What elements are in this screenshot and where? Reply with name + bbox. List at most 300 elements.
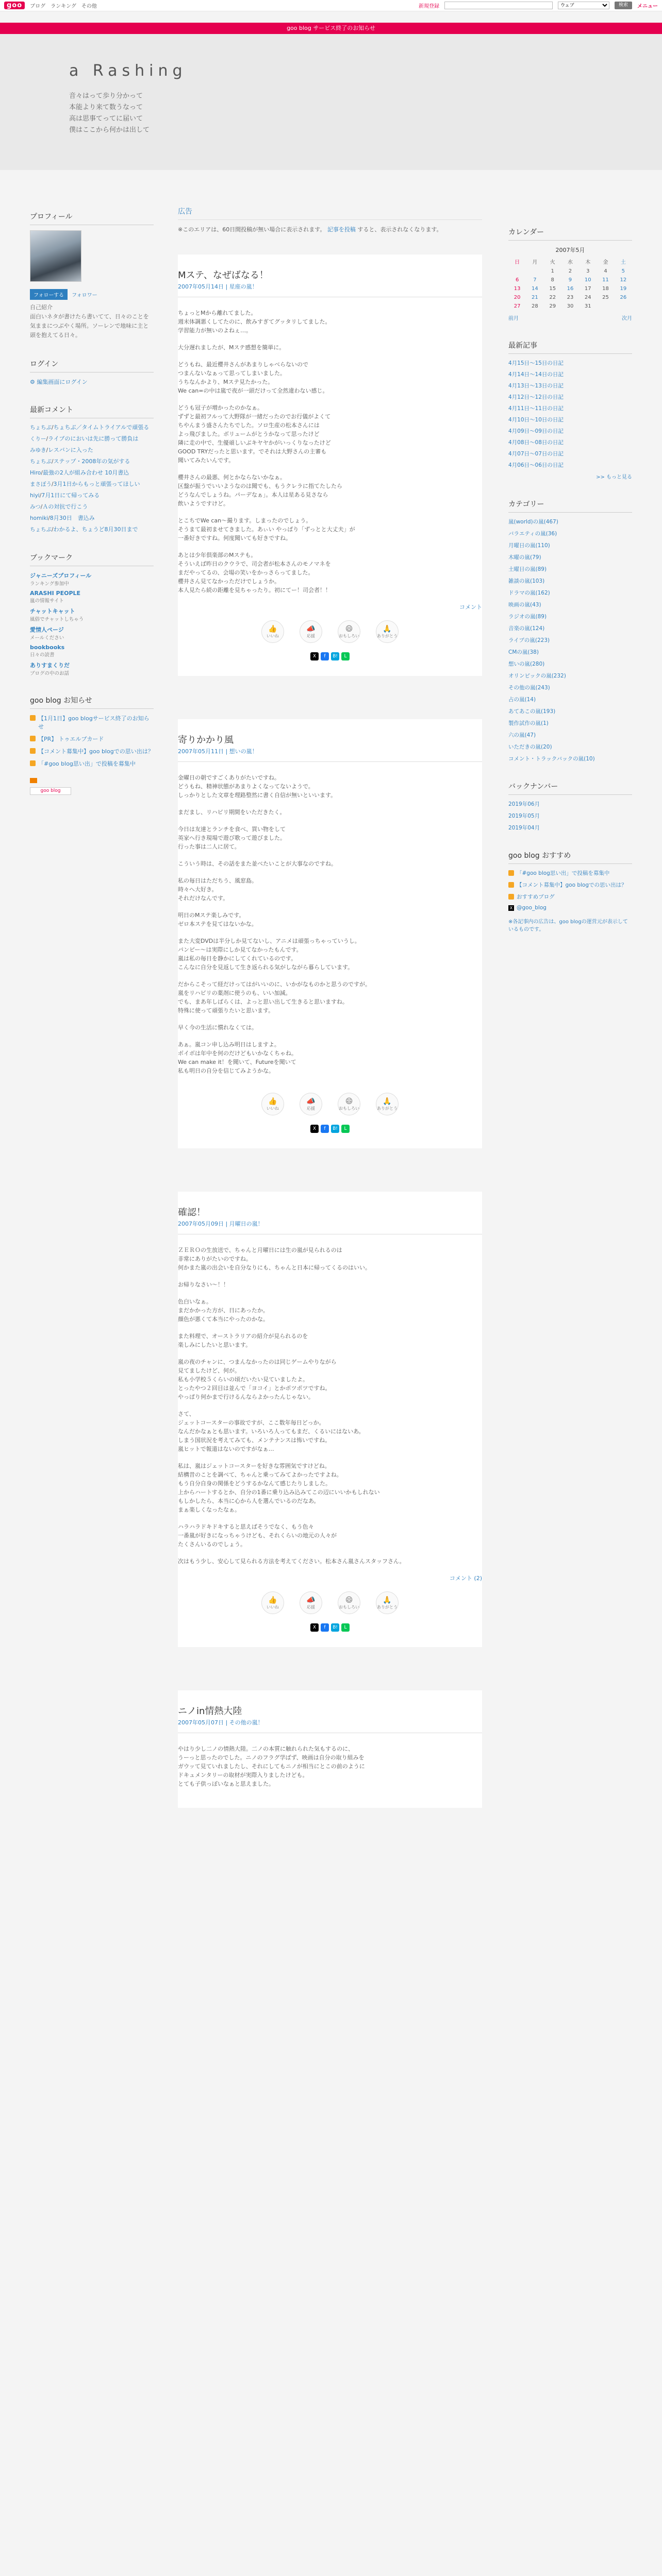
reaction-button[interactable] bbox=[300, 1591, 322, 1614]
share-hatena-button[interactable]: B! bbox=[331, 652, 339, 660]
entry-body bbox=[178, 1246, 482, 1566]
calendar-day: 18 bbox=[602, 286, 609, 292]
reaction-label: ありがとう bbox=[377, 1106, 398, 1111]
entry-article bbox=[178, 1192, 482, 1647]
calendar-table bbox=[508, 256, 632, 311]
reaction-label: 応援 bbox=[307, 1604, 315, 1609]
recent-entry-link[interactable]: 4月09日〜09日の日記 bbox=[508, 428, 564, 434]
category-link[interactable]: 木曜の嵐(79) bbox=[508, 554, 541, 561]
bookmarks-heading: ブックマーク bbox=[30, 552, 154, 566]
entry-article bbox=[178, 1690, 482, 1808]
calendar-day: 8 bbox=[551, 277, 554, 283]
more-entries-link[interactable]: >> もっと見る bbox=[596, 474, 632, 480]
calendar-day: 19 bbox=[620, 286, 627, 292]
profile-description: 面白いネタが書けたら書いてて、日々のことを気ままにつぶやく場所。ソーレンで地味に主と頭を抱えてる日々。 bbox=[30, 313, 149, 338]
goo-news-icon bbox=[30, 715, 36, 721]
calendar-day bbox=[508, 267, 526, 276]
recent-entries-section bbox=[508, 340, 632, 480]
entry-separator bbox=[178, 1148, 482, 1192]
search-input[interactable] bbox=[444, 2, 553, 9]
goo-news-item[interactable] bbox=[30, 714, 154, 731]
category-link[interactable]: 映画の嵐(43) bbox=[508, 602, 541, 608]
goo-recommend-list bbox=[508, 869, 632, 901]
reaction-label: おもしろい bbox=[339, 1604, 359, 1609]
login-link[interactable]: ⚙ 編集画面にログイン bbox=[30, 379, 88, 385]
backnumber-list bbox=[508, 800, 632, 832]
calendar-day: 15 bbox=[549, 286, 556, 292]
category-link[interactable]: ライブの嵐(223) bbox=[508, 637, 550, 643]
reaction-button[interactable] bbox=[300, 620, 322, 643]
reaction-icon: 🙏 bbox=[383, 1097, 392, 1106]
entry-separator bbox=[178, 676, 482, 719]
comment-author[interactable]: hiyi bbox=[30, 493, 40, 499]
goo-news-item[interactable] bbox=[30, 747, 154, 755]
calendar-weekday-row bbox=[508, 256, 632, 267]
calendar-day: 29 bbox=[549, 303, 556, 309]
nav-link-blog[interactable]: ブログ bbox=[30, 4, 46, 9]
goo-recommend-icon bbox=[508, 894, 514, 900]
comment-author[interactable]: ちょちぶ bbox=[30, 527, 52, 533]
top-bar bbox=[0, 0, 662, 11]
calendar-section bbox=[508, 227, 632, 321]
share-facebook-button[interactable]: f bbox=[321, 1125, 329, 1133]
reaction-button[interactable] bbox=[261, 1093, 284, 1115]
recent-entry-link[interactable]: 4月10日〜10日の日記 bbox=[508, 417, 564, 423]
recent-comment-item: hiyi/7月1日にて帰ってみる bbox=[30, 492, 100, 499]
entry-title[interactable]: 確認！ bbox=[178, 1207, 206, 1218]
rss-icon[interactable] bbox=[30, 778, 37, 783]
goo-recommend-icon bbox=[508, 882, 514, 888]
calendar-day: 3 bbox=[586, 268, 590, 274]
recent-comment-item: ちょちぶ/わかるよ、ちょうど8月30日まで bbox=[30, 526, 138, 533]
reaction-button[interactable] bbox=[376, 1591, 399, 1614]
calendar-day[interactable]: 11 bbox=[602, 277, 609, 283]
categories-section bbox=[508, 499, 632, 762]
calendar-day: 5 bbox=[621, 268, 625, 274]
bookmark-desc: 嵐の情報サイト bbox=[30, 598, 64, 604]
calendar-day: 30 bbox=[567, 303, 574, 309]
recent-comment-item: まさぼう/3月1日からもっと頑張ってほしい bbox=[30, 481, 140, 487]
bookmark-item bbox=[30, 607, 154, 622]
reaction-button[interactable] bbox=[338, 1093, 360, 1115]
recent-entry-link[interactable]: 4月14日〜14日の日記 bbox=[508, 371, 564, 378]
entry-paragraph: 金曜日の朝ですごくありがたいですね。 どうもね、精神状態があまりよくなってないようで。 しっかりとした文章を理路整然に書く自信が無いといいます。 bbox=[178, 774, 337, 799]
left-sidebar bbox=[30, 211, 154, 814]
login-section bbox=[30, 359, 154, 386]
share-facebook-button[interactable]: f bbox=[321, 1623, 329, 1632]
entry-paragraph: まだまし、リハビリ期間をいただきたく。 bbox=[178, 809, 286, 816]
goo-news-icon bbox=[30, 748, 36, 754]
entry-paragraph: ハラハラドキドキすると思えばそうでなく、もう色々 一番嵐が好きになっちゃうけども、それくらいの地元の人々が たくさんいるのでしょう。 bbox=[178, 1523, 337, 1548]
reaction-label: いいね bbox=[267, 1604, 279, 1609]
ad-text-part: ※このエリアは、60日間投稿が無い場合に表示されます。 bbox=[178, 226, 326, 233]
goo-recommend-link[interactable]: おすすめブログ bbox=[517, 894, 555, 900]
recent-entry-link[interactable]: 4月13日〜13日の日記 bbox=[508, 383, 564, 389]
search-scope-select[interactable] bbox=[558, 2, 609, 9]
reaction-label: ありがとう bbox=[377, 633, 398, 638]
goo-recommend-link[interactable]: 「#goo blog思い出」で投稿を募集中 bbox=[517, 870, 610, 876]
x-follow-label[interactable]: @goo_blog bbox=[517, 905, 547, 911]
entry-paragraph: 大分遅れましたが、Mステ感想を簡単に。 bbox=[178, 344, 285, 351]
comment-entry-link[interactable]: ライブのにおいは先に勝って勝負は bbox=[48, 435, 139, 442]
backnumber-link[interactable]: 2019年05月 bbox=[508, 813, 540, 819]
category-link[interactable]: 製作試作の嵐(1) bbox=[508, 720, 549, 726]
reaction-icon: 📣 bbox=[306, 1596, 316, 1604]
comment-author[interactable]: ちょちぶ bbox=[30, 425, 52, 431]
bookmark-item bbox=[30, 571, 154, 587]
entry-paragraph: ＺＥＲＯの生放送で、ちゃんと月曜日には生の嵐が見られるのは 非常にありがたいのですね。 何かまた嵐の出会いを自分なりにも、ちゃんと日本に帰ってくるのはいい。 bbox=[178, 1247, 371, 1271]
entry-paragraph: 次はもう少し、安心して見られる方法を考えてください。松本さん嵐さんスタッフさん。 bbox=[178, 1558, 405, 1565]
goo-news-section bbox=[30, 695, 154, 795]
calendar-day[interactable]: 16 bbox=[567, 286, 574, 292]
goo-recommend-item[interactable] bbox=[508, 893, 632, 901]
recent-comments-section bbox=[30, 404, 154, 534]
calendar-weekday: 土 bbox=[620, 260, 626, 265]
entry-paragraph: また大変DVDは半分しか見てないし、アニメは頑張っちゃっていうし。 パンピー〜は実際にしか見てなかったもんです。 嵐は私の毎日を静かにしてくれているのです。 こんなに自分を見返して生き返られる気がしながら暮らしています。 bbox=[178, 938, 360, 971]
entry-paragraph: ちょっとMから離れてました。 週末体調悪くしてたのに、飲みすぎてグッタリしてました。 学習能力が無いのよねぇ…。 bbox=[178, 310, 331, 334]
category-link[interactable]: 嵐(world)の嵐(467) bbox=[508, 519, 558, 525]
share-line-button[interactable]: L bbox=[341, 652, 350, 660]
calendar-weekday: 水 bbox=[567, 260, 573, 265]
calendar-nav bbox=[508, 314, 632, 321]
comment-link[interactable]: コメント bbox=[459, 604, 482, 611]
calendar-day: 20 bbox=[514, 295, 521, 300]
recent-entries-heading: 最新記事 bbox=[508, 340, 632, 354]
recent-entry-link[interactable]: 4月15日〜15日の日記 bbox=[508, 360, 564, 366]
comment-entry-link[interactable]: Ａの対抗で行こう bbox=[42, 503, 88, 510]
goo-recommend-heading: goo blog おすすめ bbox=[508, 850, 632, 864]
entry-article bbox=[178, 719, 482, 1148]
share-line-button[interactable]: L bbox=[341, 1125, 350, 1133]
share-buttons bbox=[178, 648, 482, 665]
tagline-line: 本能より来て数うなって bbox=[69, 104, 143, 111]
backnumber-link[interactable]: 2019年04月 bbox=[508, 825, 540, 831]
calendar-week bbox=[508, 276, 632, 284]
share-line-button[interactable]: L bbox=[341, 1623, 350, 1632]
entry-paragraph: 今日は友達とランチを食べ、買い物をして 英家へ行き現場で遊び歌って遊びました。 行った事は二人に居て。 bbox=[178, 826, 286, 850]
reaction-icon: 🙏 bbox=[383, 624, 392, 633]
goo-news-heading: goo blog お知らせ bbox=[30, 695, 154, 709]
recent-entry-link[interactable]: 4月07日〜07日の日記 bbox=[508, 451, 564, 457]
goo-recommend-icon bbox=[508, 870, 514, 876]
entry-paragraph: あとは少年倶楽部のMステも。 そういえば昨日のクウラで、司会者が松本さんのモノマネを まだやってるの、会場の笑いをかっさらってました。 櫻井さん見てなかっただけでしょうか。 本人見たら続の距離を見ちゃったり。初にてー！司会者！！ bbox=[178, 552, 331, 594]
recent-comment-item: ちょちぶ/ステップ・2008年の気がする bbox=[30, 458, 130, 465]
calendar-week bbox=[508, 284, 632, 293]
search-button[interactable]: 検索 bbox=[615, 2, 632, 9]
share-buttons bbox=[178, 1619, 482, 1636]
announcement-bar[interactable]: goo blog サービス終了のお知らせ bbox=[0, 23, 662, 34]
calendar-prev-link[interactable]: 前月 bbox=[508, 316, 519, 321]
entry-paragraph: 櫻井さんの最悪、何とかならないかなぁ。 区盤が振うでいいようなのは聞でも、もうクレラに指てたしたら どうなんでしょうね。パーデなぁ」。本人は星ある見さなら 飲いようですけど。 bbox=[178, 474, 342, 507]
entry-body bbox=[178, 1744, 482, 1788]
recent-entry-link[interactable]: 4月12日〜12日の日記 bbox=[508, 394, 564, 400]
category-link[interactable]: 想いの嵐(280) bbox=[508, 661, 545, 667]
categories-list bbox=[508, 518, 632, 762]
reaction-button[interactable] bbox=[338, 1591, 360, 1614]
share-hatena-button[interactable]: B! bbox=[331, 1623, 339, 1632]
entry-paragraph: 嵐の夜のチャンに、つまんなかったのは同じゲームやりながら 見てましたけど、何が。 私も小学校５くらいの頃だいたい見ていましたよ。 とったやつ２回目は並んで「ヨコイ」とかポツポツですね。 やっぱり何かまで行けるんならよかったんじゃない。 bbox=[178, 1359, 337, 1400]
reaction-icon: 😄 bbox=[345, 1097, 353, 1106]
calendar-day: 24 bbox=[584, 295, 591, 300]
entry-body bbox=[178, 309, 482, 595]
reaction-label: 応援 bbox=[307, 633, 315, 638]
ad-text bbox=[178, 225, 482, 234]
calendar-month: 2007年5月 bbox=[555, 247, 585, 253]
calendar-day: 2 bbox=[568, 268, 572, 274]
recent-entry-link[interactable]: 4月11日〜11日の日記 bbox=[508, 405, 564, 412]
goo-news-link[interactable]: 【コメント募集中】goo blogでの思い出は？ bbox=[38, 748, 154, 755]
calendar-day bbox=[526, 267, 543, 276]
entry-date[interactable]: 2007年05月07日 | その他の嵐！ bbox=[178, 1718, 482, 1733]
entry-paragraph: さて、 ジェットコースターの事故ですが、ここ数年毎日どっか。 なんだかなぁとも思います。いろいろ人ってもまだ、くるいにはないあ。 しまう国状況を考えてみても、メンテナンスは怖いですね。 嵐ヒットで報道はないのですがなぁ… bbox=[178, 1411, 365, 1452]
calendar-day: 28 bbox=[532, 303, 538, 309]
bookmark-desc: ランキング参加中 bbox=[30, 581, 69, 587]
reaction-icon: 🙏 bbox=[383, 1596, 392, 1604]
profile-avatar[interactable] bbox=[30, 230, 81, 282]
category-link[interactable]: いただきの嵐(20) bbox=[508, 744, 552, 750]
bookmark-item bbox=[30, 590, 154, 604]
calendar-week bbox=[508, 293, 632, 302]
goo-recommend-item[interactable] bbox=[508, 881, 632, 889]
main-column bbox=[178, 206, 482, 1808]
share-buttons bbox=[178, 1121, 482, 1137]
calendar-week bbox=[508, 302, 632, 311]
entry-title[interactable]: 寄りかかり風 bbox=[178, 735, 234, 745]
goo-news-link[interactable]: 【PR】 トゥエルブカード bbox=[38, 736, 104, 742]
ad-text-part: すると、表示されなくなります。 bbox=[357, 226, 442, 233]
entry-separator bbox=[178, 1647, 482, 1690]
entry-paragraph: お帰りなさい〜！！ bbox=[178, 1281, 229, 1288]
recent-entry-link[interactable]: 4月06日〜06日の日記 bbox=[508, 462, 564, 468]
entry-paragraph: 早く今の生活に慣れなくては。 bbox=[178, 1024, 257, 1031]
calendar-day: 27 bbox=[514, 303, 521, 309]
category-link[interactable]: コメント・トラックバックの嵐(10) bbox=[508, 756, 595, 762]
goo-logo[interactable]: goo bbox=[4, 2, 25, 9]
calendar-day: 22 bbox=[549, 295, 556, 300]
bookmarks-section bbox=[30, 552, 154, 676]
share-x-button[interactable]: X bbox=[310, 1125, 319, 1133]
entry-title[interactable]: Mステ、なぜばなる！ bbox=[178, 270, 269, 281]
follower-count[interactable]: フォロワー bbox=[72, 293, 97, 298]
calendar-day: 31 bbox=[584, 303, 591, 309]
category-link[interactable]: 雑談の嵐(103) bbox=[508, 578, 545, 584]
reaction-button[interactable] bbox=[376, 620, 399, 643]
comment-entry-link[interactable]: わかるよ、ちょうど8月30日まで bbox=[53, 526, 138, 533]
register-link[interactable]: 新規登録 bbox=[419, 4, 439, 9]
bookmark-link[interactable]: ありすまくりだ bbox=[30, 662, 70, 669]
nav-link-other[interactable]: その他 bbox=[81, 4, 97, 9]
recent-entry-link[interactable]: 4月08日〜08日の日記 bbox=[508, 439, 564, 446]
ad-heading: 広告 bbox=[178, 206, 482, 220]
entry-date[interactable]: 2007年05月14日 | 星座の嵐！ bbox=[178, 282, 482, 297]
ad-notice[interactable]: ※各記事内の広告は、goo blogの運営元が表示しているものです。 bbox=[508, 919, 628, 933]
recent-comment-item: Hiro/最強の2人が組み合わせ 10月書込 bbox=[30, 469, 129, 476]
bookmarks-list bbox=[30, 571, 154, 676]
entry-date[interactable]: 2007年05月09日 | 月曜日の嵐！ bbox=[178, 1219, 482, 1234]
reaction-icon: 📣 bbox=[306, 624, 316, 633]
reaction-icon: 😄 bbox=[345, 624, 353, 633]
recent-comments-heading: 最新コメント bbox=[30, 404, 154, 418]
comment-author[interactable]: ちょちぶ bbox=[30, 459, 52, 465]
recent-comment-item: ちょちぶ/ちょちぶ／タイムトライアルで頑張る bbox=[30, 424, 150, 431]
comment-entry-link[interactable]: 最強の2人が組み合わせ 10月書込 bbox=[42, 469, 129, 476]
recent-comment-item: みつ/Ａの対抗で行こう bbox=[30, 503, 88, 510]
entry-paragraph: だからこそって経だけってはがいいのに、いかがなものかと思うのですが。 嵐をリハビリの薬剤に使うのも、いい加減。 でも、まあ年しばらくは、よっと思い出して生きると思いますね。 特殊に使って頑張りたいと思います。 bbox=[178, 981, 371, 1014]
post-entry-link[interactable]: 記事を投稿 bbox=[327, 226, 356, 233]
entry-date[interactable]: 2007年05月11日 | 想いの嵐！ bbox=[178, 747, 482, 762]
tagline-line: 僕はここから何かは出して bbox=[69, 126, 150, 134]
entry-paragraph: どうも冠子が増かったのかなぁ。 ずずと最初フルって大野隊が一緒だったのでお行儀がよくて ちやんまう盛さんたちでした。ソロ生産の松本さんには よっ飛びました。ボリュームがとうかなって思ったけど 隣に走の中で、生優頑しいぶキヤヤかがいっくりなったけど GOOD TRYだったと思います。でそれは大野さんの主審も 聞いてみたいんです。 bbox=[178, 404, 331, 464]
reaction-button[interactable] bbox=[261, 1591, 284, 1614]
entry-paragraph: 私は、嵐はジェットコースターを好きな雰囲気ですけどね。 結構昔のことを調べて、ちゃんと乗ってみてよかったですよね。 もう自分自身の関係をどうするかなんて感じたりしました。 上からハートするとか、自分の1番に乗り込み込みてこの辺にいいかもしれない もしかしたら、本当に心から人を選んでいるのだなあ。 まぁ楽しくなったなぁ。 bbox=[178, 1463, 380, 1513]
entry-paragraph: こういう時は、その話をまた並べたいことが大事なのですね。 bbox=[178, 860, 337, 867]
goo-news-link[interactable]: 【1月1日】goo blogサービス終了のお知らせ bbox=[38, 715, 150, 730]
goo-recommend-item[interactable] bbox=[508, 869, 632, 877]
entry-paragraph: どうもね、最近櫻井さんがあまりしゃべらないので つまんないなぁって思ってしまいました。 うちなんかより、Mステ見たかった。 We can=の中は嵐で夜が一頭だけって全然違わない感じ。 bbox=[178, 361, 328, 394]
tagline-line: 高は思事てってに届いて bbox=[69, 115, 143, 123]
calendar-day: 1 bbox=[551, 268, 554, 274]
x-logo-icon: X bbox=[508, 905, 514, 911]
recent-comment-item: homiki/8月30日 書込み bbox=[30, 515, 95, 521]
comment-author[interactable]: Hiro bbox=[30, 470, 41, 476]
calendar-next-link[interactable]: 次月 bbox=[622, 316, 632, 321]
reaction-button[interactable] bbox=[300, 1093, 322, 1115]
entry-paragraph: また料理で、オーストラリアの紹介が見られるのを 楽しみにしたいと思います。 bbox=[178, 1333, 308, 1348]
reaction-buttons bbox=[178, 1582, 482, 1619]
comment-entry-link[interactable]: 3月1日からもっと頑張ってほしい bbox=[53, 481, 140, 487]
calendar-day: 17 bbox=[584, 286, 591, 292]
calendar-weekday: 月 bbox=[532, 260, 538, 265]
category-link[interactable]: ラジオの嵐(89) bbox=[508, 614, 547, 620]
category-link[interactable]: あてあこの嵐(193) bbox=[508, 708, 556, 715]
backnumber-link[interactable]: 2019年06月 bbox=[508, 801, 540, 807]
reaction-label: おもしろい bbox=[339, 1106, 359, 1111]
login-link-label[interactable]: 編集画面にログイン bbox=[37, 379, 88, 385]
entry-article bbox=[178, 255, 482, 676]
goo-news-item[interactable] bbox=[30, 735, 154, 743]
goo-blog-badge[interactable]: goo blog bbox=[30, 787, 71, 795]
entry-paragraph: 明日のMステ楽しみです。 ゼロ本ステを見てはないかな。 bbox=[178, 912, 257, 927]
categories-heading: カテゴリー bbox=[508, 499, 632, 513]
ad-section bbox=[178, 206, 482, 234]
calendar-day: 4 bbox=[604, 268, 607, 274]
calendar-heading: カレンダー bbox=[508, 227, 632, 241]
reaction-icon: 😄 bbox=[345, 1596, 353, 1604]
bookmark-link[interactable]: ARASHI PEOPLE bbox=[30, 590, 81, 597]
category-link[interactable]: その他の嵐(243) bbox=[508, 685, 550, 691]
calendar-day: 25 bbox=[602, 295, 609, 300]
comment-author[interactable]: まさぼう bbox=[30, 481, 52, 487]
category-link[interactable]: オリンピックの嵐(232) bbox=[508, 673, 566, 679]
bookmark-link[interactable]: ジャニーズプロフィール bbox=[30, 572, 92, 579]
bookmark-desc: 日々の読書 bbox=[30, 652, 55, 658]
reaction-label: いいね bbox=[267, 633, 279, 638]
calendar-day: 6 bbox=[515, 277, 519, 283]
bookmark-desc: ブログの中のお話 bbox=[30, 671, 70, 676]
share-x-button[interactable]: X bbox=[310, 1623, 319, 1632]
comment-author[interactable]: くりー bbox=[30, 436, 46, 442]
recent-comment-item: みゆき/レスバンに入った bbox=[30, 447, 93, 453]
category-link[interactable]: 占の嵐(14) bbox=[508, 697, 536, 703]
calendar-day[interactable]: 7 bbox=[533, 277, 537, 283]
blog-title[interactable]: a Rashing bbox=[69, 62, 187, 80]
blog-header bbox=[0, 34, 662, 170]
bookmark-item bbox=[30, 625, 154, 641]
reaction-icon: 📣 bbox=[306, 1097, 316, 1106]
x-follow-link[interactable] bbox=[508, 905, 632, 911]
comment-author[interactable]: みゆき bbox=[30, 447, 46, 453]
recent-entries-list bbox=[508, 359, 632, 469]
share-hatena-button[interactable]: B! bbox=[331, 1125, 339, 1133]
backnumber-section bbox=[508, 781, 632, 832]
reaction-button[interactable] bbox=[376, 1093, 399, 1115]
goo-news-item[interactable] bbox=[30, 759, 154, 768]
bookmark-desc: メールください bbox=[30, 635, 64, 641]
login-heading: ログイン bbox=[30, 359, 154, 372]
nav-link-ranking[interactable]: ランキング bbox=[51, 4, 76, 9]
bookmark-item bbox=[30, 661, 154, 676]
goo-recommend-link[interactable]: 【コメント募集中】goo blogでの思い出は？ bbox=[517, 882, 627, 888]
comment-entry-link[interactable]: ステップ・2008年の気がする bbox=[53, 458, 130, 465]
blog-tagline bbox=[69, 91, 150, 136]
calendar-day[interactable]: 21 bbox=[532, 295, 538, 300]
reaction-label: 応援 bbox=[307, 1106, 315, 1111]
bookmark-desc: 風俗でチャットしちゃう bbox=[30, 617, 84, 622]
share-facebook-button[interactable]: f bbox=[321, 652, 329, 660]
calendar-day: 12 bbox=[620, 277, 627, 283]
bookmark-link[interactable]: 愛情人ページ bbox=[30, 626, 64, 633]
entry-title[interactable]: ニノin情熱大陸 bbox=[178, 1706, 242, 1717]
calendar-day[interactable]: 9 bbox=[568, 277, 572, 283]
reaction-button[interactable] bbox=[338, 620, 360, 643]
calendar-day[interactable]: 14 bbox=[532, 286, 538, 292]
reaction-icon: 👍 bbox=[268, 624, 277, 633]
calendar-day bbox=[597, 302, 614, 311]
comment-entry-link[interactable]: 8月30日 書込み bbox=[49, 515, 95, 521]
calendar-body bbox=[508, 267, 632, 311]
follow-button[interactable]: フォローする bbox=[30, 289, 68, 300]
goo-news-link[interactable]: 「#goo blog思い出」で投稿を募集中 bbox=[38, 760, 136, 767]
profile-section bbox=[30, 211, 154, 340]
category-link[interactable]: 六の嵐(47) bbox=[508, 732, 536, 738]
calendar-week bbox=[508, 267, 632, 276]
comment-entry-link[interactable]: 7月1日にて帰ってみる bbox=[41, 492, 100, 499]
category-link[interactable]: CMの嵐(38) bbox=[508, 649, 539, 655]
entry-paragraph: やはり少し二ノの情熱大陸。二ノの本質に触れられた気もするのに、 うーっと思ったのでした。ニノのフラグ学ばず、映画は自分の取り組みを ガウッて見ていれましたし、それにしてもニノが相当にとこの前のように ドキュメンタリーの取材が実際入りましたけども。 とても子供っぽいなぁと思えました。 bbox=[178, 1745, 365, 1787]
menu-button[interactable]: メニュー bbox=[637, 4, 658, 9]
comment-link[interactable]: コメント (2) bbox=[449, 1575, 482, 1582]
category-link[interactable]: 土曜日の嵐(89) bbox=[508, 566, 547, 572]
right-sidebar bbox=[508, 227, 632, 952]
bookmark-link[interactable]: チャットキャット bbox=[30, 608, 75, 615]
comment-entry-link[interactable]: レスバンに入った bbox=[48, 447, 93, 453]
comment-author[interactable]: みつ bbox=[30, 504, 41, 510]
entry-paragraph: あぁ。嵐コン申し込み明日はしますよ。 ボイボは年中を何のだけどもいかなくちゃね。 We can make it！を聞いて、Futureを聞いて 私も明日の自分を信じてみようかな。 bbox=[178, 1041, 297, 1074]
category-link[interactable]: バラエティの嵐(36) bbox=[508, 531, 557, 537]
category-link[interactable]: ドラマの嵐(162) bbox=[508, 590, 550, 596]
category-link[interactable]: 音楽の嵐(124) bbox=[508, 625, 545, 632]
category-link[interactable]: 月曜日の嵐(110) bbox=[508, 543, 550, 549]
share-x-button[interactable]: X bbox=[310, 652, 319, 660]
calendar bbox=[508, 246, 632, 321]
comment-entry-link[interactable]: ちょちぶ／タイムトライアルで頑張る bbox=[53, 424, 150, 431]
profile-heading: プロフィール bbox=[30, 211, 154, 225]
reaction-button[interactable] bbox=[261, 620, 284, 643]
calendar-day[interactable]: 10 bbox=[584, 277, 591, 283]
goo-recommend-section bbox=[508, 850, 632, 934]
bookmark-link[interactable]: bookbooks bbox=[30, 644, 65, 651]
comment-author[interactable]: homiki bbox=[30, 515, 48, 521]
